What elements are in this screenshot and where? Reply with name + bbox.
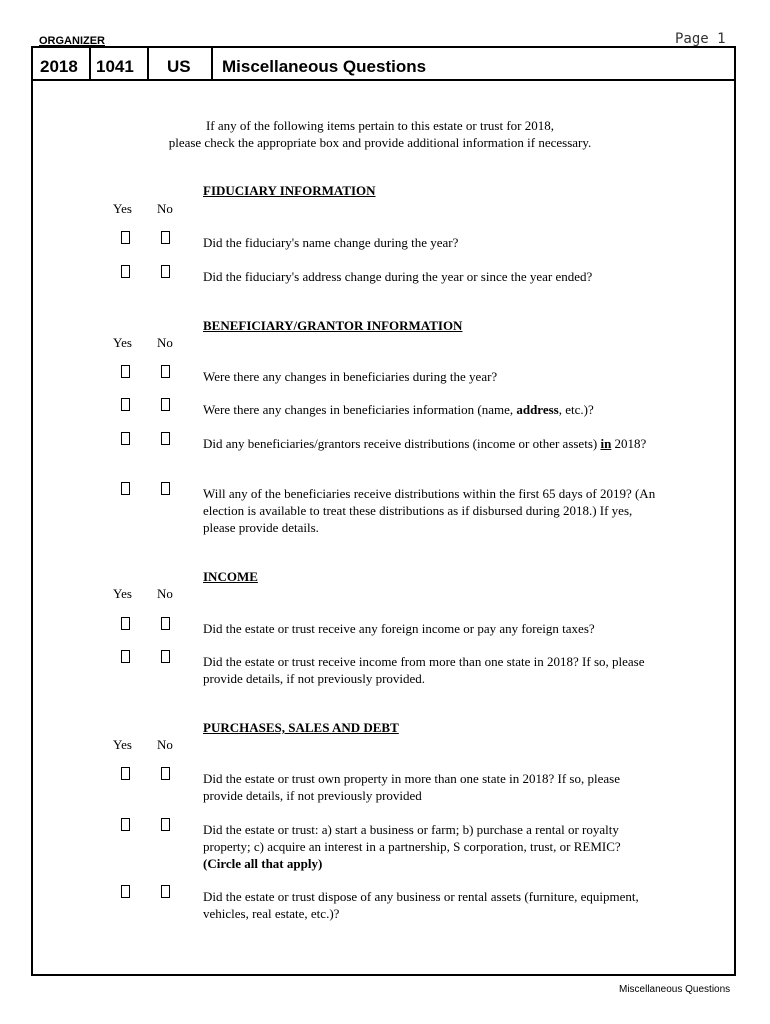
- yes-checkbox[interactable]: [121, 432, 130, 445]
- yes-checkbox[interactable]: [121, 767, 130, 780]
- question-text: Did the estate or trust receive any foreign income or pay any foreign taxes?: [203, 621, 595, 636]
- no-column-label: No: [157, 335, 173, 350]
- section-title-income: INCOME: [203, 569, 258, 584]
- no-checkbox[interactable]: [161, 398, 170, 411]
- section-title-fiduciary: FIDUCIARY INFORMATION: [203, 183, 376, 198]
- yes-column-label: Yes: [113, 201, 132, 216]
- yes-checkbox[interactable]: [121, 398, 130, 411]
- intro-line: please check the appropriate box and provide additional information if necessary.: [168, 135, 592, 150]
- yes-column-label: Yes: [113, 737, 132, 752]
- no-checkbox[interactable]: [161, 265, 170, 278]
- organizer-label: ORGANIZER: [39, 35, 105, 47]
- footer-label: Miscellaneous Questions: [619, 984, 731, 995]
- no-checkbox[interactable]: [161, 767, 170, 780]
- question-text-part: Did any beneficiaries/grantors receive distributions (income or other assets): [203, 436, 601, 451]
- yes-checkbox[interactable]: [121, 885, 130, 898]
- yes-checkbox[interactable]: [121, 650, 130, 663]
- question-text: Will any of the beneficiaries receive distributions within the first 65 days of 2019? (An election is available to treat these distributions as if disbursed during 2018.) If yes, please provide details.: [203, 486, 656, 535]
- question-emphasis: (Circle all that apply): [203, 856, 323, 871]
- question-text: [203, 821, 658, 872]
- question-text: Did the fiduciary's name change during the year?: [203, 235, 459, 250]
- form-header: [33, 48, 734, 81]
- question-text: Were there any changes in beneficiaries during the year?: [203, 369, 498, 384]
- question-emphasis: in: [600, 436, 612, 451]
- yes-checkbox[interactable]: [121, 617, 130, 630]
- question-text: Did the estate or trust dispose of any business or rental assets (furniture, equipment, vehicles, real estate, etc.)?: [203, 889, 639, 921]
- header-divider: [211, 48, 213, 79]
- no-column-label: No: [157, 586, 173, 601]
- no-checkbox[interactable]: [161, 818, 170, 831]
- no-checkbox[interactable]: [161, 650, 170, 663]
- header-country: US: [167, 57, 191, 76]
- yes-column-label: Yes: [113, 586, 132, 601]
- no-column-label: No: [157, 737, 173, 752]
- header-year: 2018: [40, 57, 78, 76]
- header-form: 1041: [96, 57, 134, 76]
- question-text: [203, 435, 658, 452]
- intro-line: If any of the following items pertain to this estate or trust for 2018,: [205, 118, 555, 133]
- header-divider: [89, 48, 91, 79]
- yes-checkbox[interactable]: [121, 265, 130, 278]
- no-checkbox[interactable]: [161, 365, 170, 378]
- yes-checkbox[interactable]: [121, 482, 130, 495]
- question-text: [203, 401, 658, 418]
- no-checkbox[interactable]: [161, 617, 170, 630]
- no-checkbox[interactable]: [161, 231, 170, 244]
- question-text: Did the estate or trust receive income from more than one state in 2018? If so, please provide details, if not previously provided.: [203, 654, 645, 686]
- no-column-label: No: [157, 201, 173, 216]
- question-text-part: , etc.)?: [558, 402, 594, 417]
- question-text-part: Were there any changes in beneficiaries information (name,: [203, 402, 517, 417]
- section-title-beneficiary: BENEFICIARY/GRANTOR INFORMATION: [203, 318, 463, 333]
- question-text: Did the fiduciary's address change during the year or since the year ended?: [203, 269, 593, 284]
- header-title: Miscellaneous Questions: [222, 57, 427, 76]
- header-divider: [147, 48, 149, 79]
- no-checkbox[interactable]: [161, 482, 170, 495]
- page-number: Page 1: [675, 31, 726, 47]
- no-checkbox[interactable]: [161, 885, 170, 898]
- no-checkbox[interactable]: [161, 432, 170, 445]
- yes-column-label: Yes: [113, 335, 132, 350]
- intro-text: [120, 117, 640, 151]
- question-text-part: 2018?: [611, 436, 647, 451]
- section-title-purchases: PURCHASES, SALES AND DEBT: [203, 720, 399, 735]
- question-text: Did the estate or trust own property in more than one state in 2018? If so, please provide details, if not previously provided: [203, 771, 620, 803]
- yes-checkbox[interactable]: [121, 365, 130, 378]
- yes-checkbox[interactable]: [121, 231, 130, 244]
- yes-checkbox[interactable]: [121, 818, 130, 831]
- question-emphasis: address: [516, 402, 559, 417]
- question-text-part: Did the estate or trust: a) start a business or farm; b) purchase a rental or royalty property; c) acquire an interest in a partnership, S corporation, trust, or REMIC?: [203, 822, 621, 854]
